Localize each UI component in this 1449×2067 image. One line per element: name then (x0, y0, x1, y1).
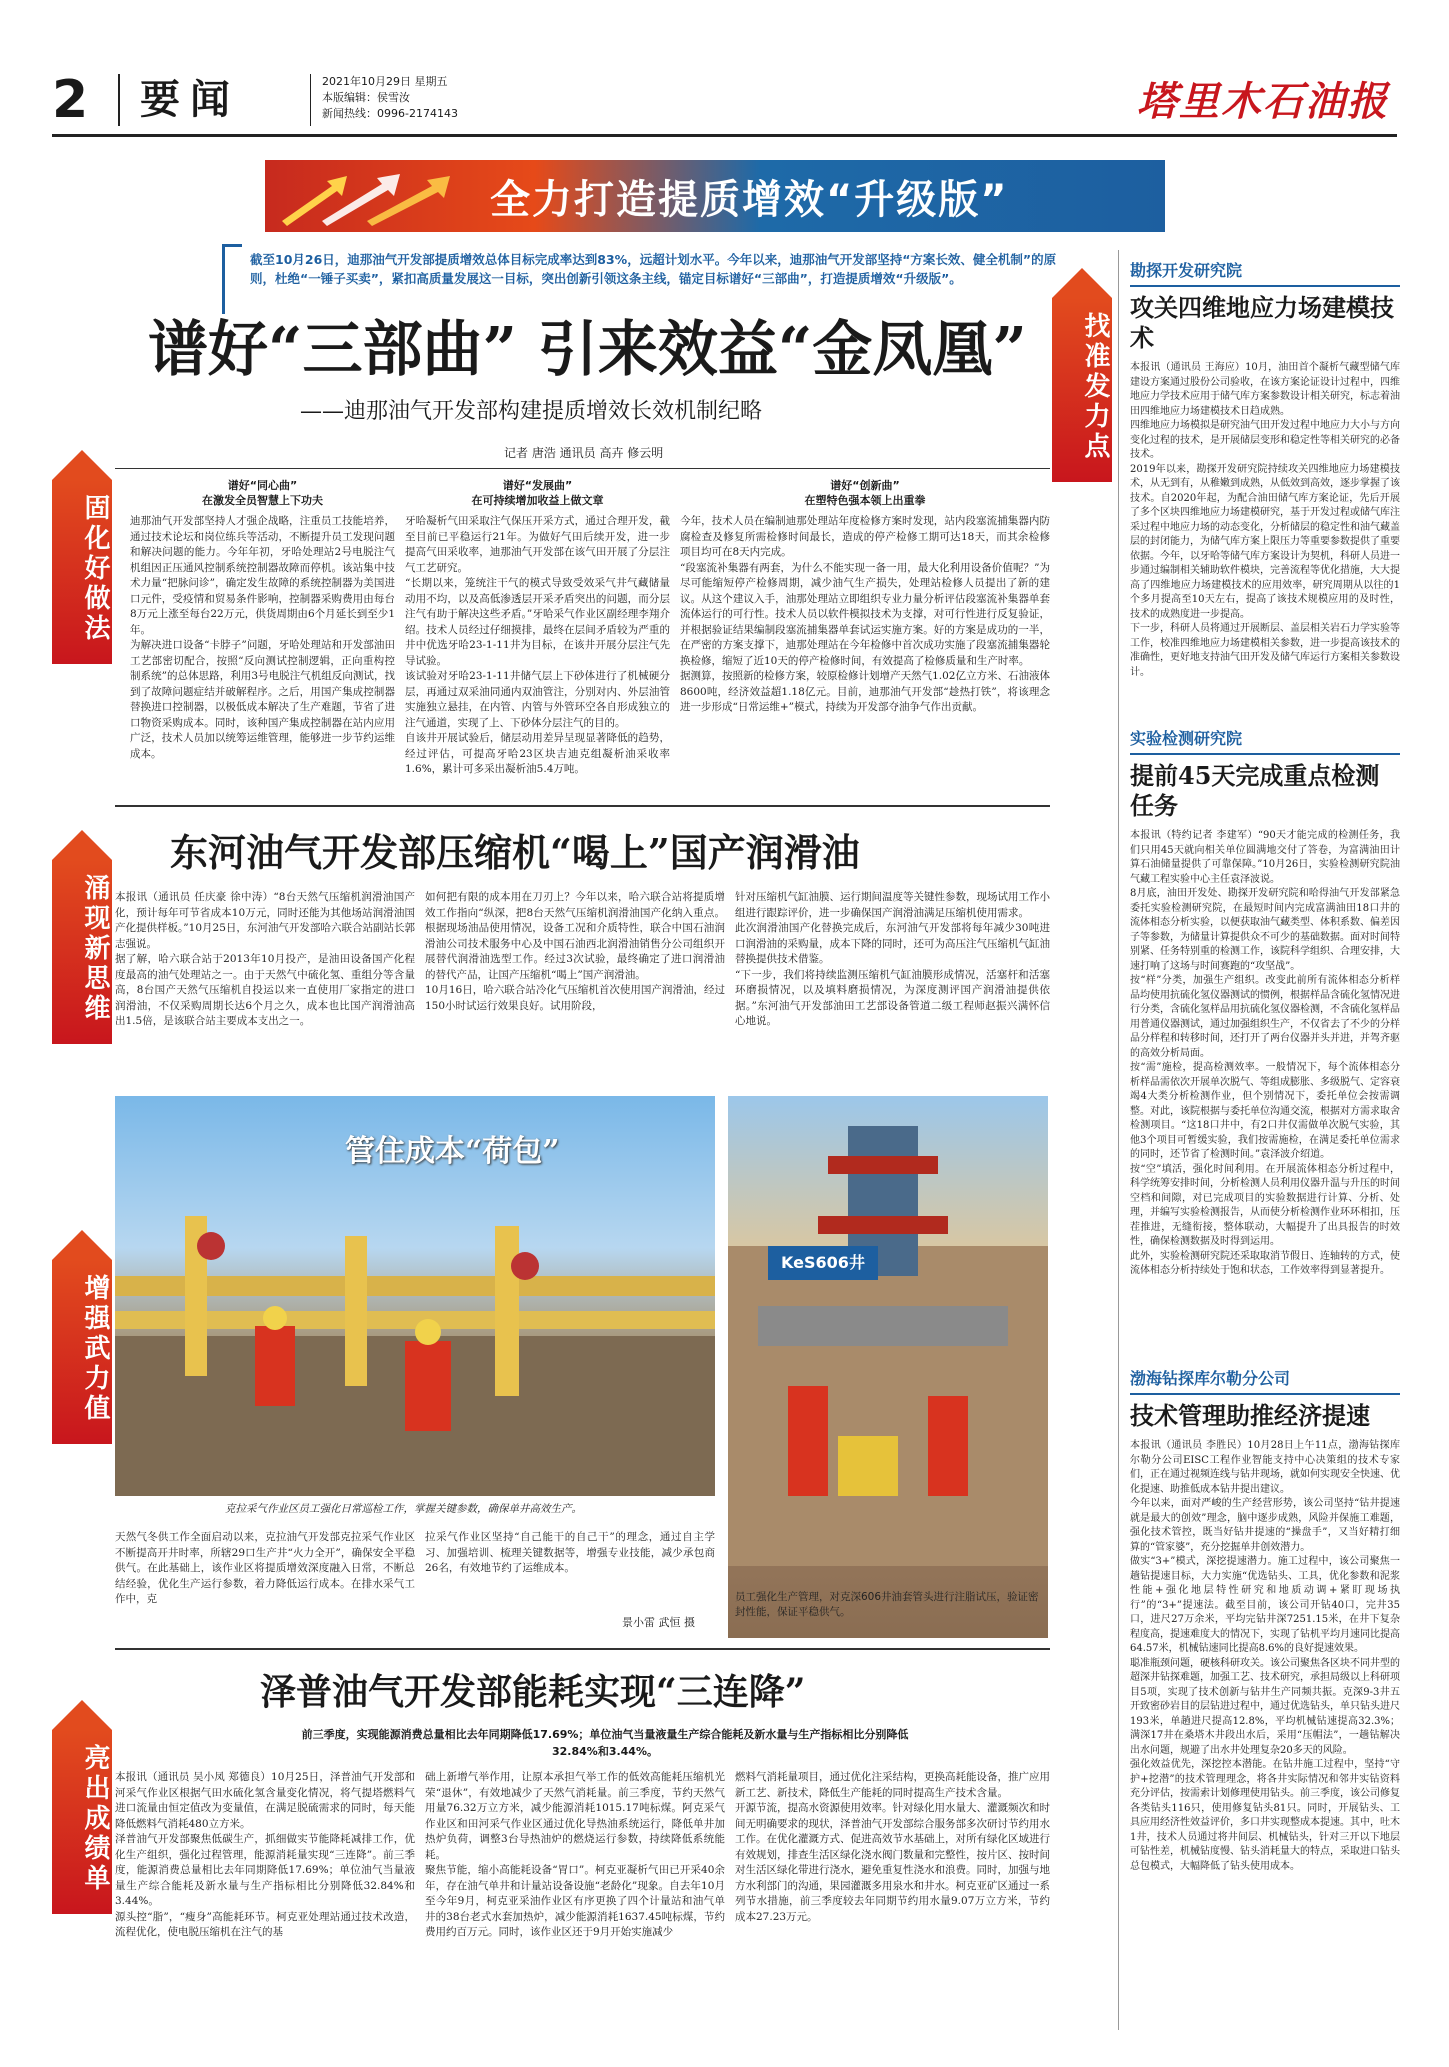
wellhead-scene-icon (728, 1096, 1048, 1566)
section-divider (115, 468, 1050, 469)
side-label-group (52, 1700, 112, 1914)
main-byline: 记者 唐浩 通讯员 高卉 修云明 (504, 446, 664, 460)
right-brief (1130, 258, 1400, 756)
brief-body: 本报讯（特约记者 李建军）“90天才能完成的检测任务，我们只用45天就向相关单位圆满地交付了答卷，为富满油田计算石油储量提供了可靠保障。”10月26日，实验检测研究院油气藏工程实验中心主任袁泽波说。 8月底，油田开发处、勘探开发研究院和哈得油气开发部紧急委托实验检测研究院，在最短时间内完成富满油田18口井的流体相态分析实验，以便获取油气藏类型、体积系数、偏差因子等参数，为储量计算提供众不可少的基础数据。面对时间特别紧、任务特别重的检测工作，该院科学组织、合理安排，大速打响了这场与时间赛跑的“攻坚战”。 按“样”分类，加强生产组织。改变此前所有流体相态分析样品均使用抗硫化氢仪器测试的惯例，根据样品含硫化氢情况进行分类，含硫化氢样品用抗硫化氢仪器检测，不含硫化氢样品用普通仪器测试，通过加强组织生产，不仅省去了不少的分样品分样程和转移时间，还打开了两台仪器并头并进，并驾齐驱的高效分析局面。 按“需”施检，提高检测效率。一般情况下，每个流体相态分析样品需依次开展单次脱气、等组成膨胀、多级脱气、定容衰竭4大类分析检测作业，但个别情况下，委托单位会按需调整。对此，该院根据与委托单位沟通交流，根据对方需求取舍检测项目。“这18口井中，有2口井仅需做单次脱气实验，其他3个项目可暂缓实验，我们按需施检，在满足委托单位需求的同时，还节省了检测时间。”袁泽波介绍道。 按“空”填活，强化时间利用。在开展流体相态分析过程中，科学统筹安排时间，分析检测人员利用仪器升温与升压的时间空档和间隙，对已完成项目的实验数据进行计算、分析、处理，并编写实验检测报告，从而使分析检测作业环环相扣，压茬推进，无缝衔接，整体联动，大幅提升了出具报告的时效性，确保检测数据及时得到运用。 此外，实验检测研究院还采取取消节假日、连轴转的方式，使流体相态分析持续处于饱和状态，工作效率得到显著提升。 (1130, 830, 1400, 1276)
wellhead-sign: KeS606井 (768, 1246, 878, 1280)
masthead-rule (52, 134, 1397, 137)
masthead-divider (118, 74, 120, 126)
photo-wellhead (728, 1096, 1048, 1638)
story-column (680, 478, 1050, 804)
brief-title: 提前45天完成重点检测任务 (1130, 761, 1380, 820)
zepu-column: 础上新增气举作用，让原本承担气举工作的低效高能耗压缩机光荣“退休”，有效地减少了天然气消耗量。前三季度，节约天然气用量76.32万立方米，减少能源消耗1015.17吨标煤。阿克采气作业区和田河采气作业区通过优化导热油系统运行，降低单井加热炉负荷，调整3台导热油炉的燃烧运行参数，持续降低系统能耗。 聚焦节能，缩小高能耗设备“胃口”。柯克亚凝析气田已开采40余年，存在油气单井和计量站设备设施“老龄化”现象。自去年10月至今年9月，柯克亚采油作业区有序更换了四个计量站和油气单井的38台老式水套加热炉，减少能源消耗1637.45吨标煤，节约费用约百万元。同时，该作业区还于9月开始实施减少 (425, 1771, 725, 1938)
photo-caption: 克拉采气作业区员工强化日常巡检工作，掌握关键参数，确保单井高效生产。 (225, 1503, 582, 1515)
brief-rule (1130, 285, 1400, 287)
column-kicker: 谱好“发展曲” (502, 479, 573, 492)
compressor-column: 本报讯（通讯员 任庆豪 徐中涛）“8台天然气压缩机润滑油国产化，预计每年可节省成本10万元，同时还能为其他场站润滑油国产化提供样板。”10月25日，东河油气开发部哈六联合站副站长郭志强说。 据了解，哈六联合站于2013年10月投产，是油田设备国产化程度最高的油气处理站之一。由于天然气中硫化氢、重组分等含量高，8台国产天然气压缩机自投运以来一直使用厂家指定的进口润滑油，不仅采购周期长达6个月之久，成本也比国产润滑油高出1.5倍，是该联合站主要成本支出之一。 (115, 891, 415, 1027)
side-label-group (52, 830, 112, 1044)
brief-rule (1130, 1393, 1400, 1395)
lead-bracket (222, 244, 242, 314)
side-label: 亮出成绩单 (52, 1730, 112, 1914)
lead-summary: 截至10月26日，迪那油气开发部提质增效总体目标完成率达到83%，远超计划水平。今年以来，迪那油气开发部坚持“方案长效、健全机制”的原则，杜绝“一锤子买卖”，紧扣高质量发展这一目标，突出创新引领这条主线，锚定目标谱好“三部曲”，打造提质增效“升级版”。 (250, 252, 1057, 286)
column-body: 今年，技术人员在编制迪那处理站年度检修方案时发现，站内段塞流捕集器内防腐检查及修复所需检修时间最长，造成的停产检修工期可达18天，而其余检修项目均可在8天内完成。 “段塞流补集器有两套，为什么不能实现一备一用，最大化利用设备价值呢？”为尽可能缩短停产检修周期，减少油气生产损失，处理站检修人员提出了新的建议。从这个建议入手，油那处理站立即组织专业力量分析评估段塞流补集器单套流体运行的可行性。技术人员以软件模拟技术为支撑，对可行性进行反复验证，并根据验证结果编制段塞流捕集器单套试运实施方案。好的方案是成功的一半，在严密的方案支撑下，迪那处理站在今年检修中首次成功实施了段塞流捕集器轮换检修，缩短了近10天的停产检修时间，有效提高了检修质量和生产时率。 据测算，按照新的检修方案，较原检修计划增产天然气1.02亿立方米、石油液体8600吨，经济效益超1.18亿元。目前，迪那油气开发部“趁热打铁”，将该理念进一步形成“日常运维+”模式，持续为开发部夺油争气作出贡献。 (680, 515, 1050, 713)
zepu-column: 本报讯（通讯员 吴小凤 郑德良）10月25日，泽普油气开发部和河采气作业区根据气田水硫化氢含量变化情况，将气提塔燃料气进口流量由恒定值改为变量值，在满足脱硫需求的同时，每天能降低燃料气消耗480立方米。 泽普油气开发部聚焦低碳生产，抓细做实节能降耗减排工作，优化生产组织，强化过程管理，能源消耗量实现“三连降”。前三季度，能源消费总量相比去年同期降低17.69%；单位油气当量液量生产综合能耗及新水量与生产指标相比分别降低32.84%和3.44%。 源头控“脂”，“瘦身”高能耗环节。柯克亚处理站通过技术改造，流程优化，使电脱压缩机在注气的基 (115, 1771, 415, 1938)
photo-pipeline-inspection (115, 1096, 715, 1496)
compressor-headline: 东河油气开发部压缩机“喝上”国产润滑油 (170, 830, 860, 875)
brief-org: 勘探开发研究院 (1130, 261, 1243, 280)
side-label: 涌现新思维 (52, 860, 112, 1044)
main-headline: 谱好“三部曲” 引来效益“金凤凰” (148, 315, 1027, 385)
zepu-headline: 泽普油气开发部能耗实现“三连降” (260, 1671, 806, 1713)
section-name: 要闻 (140, 76, 240, 123)
column-kicker: 谱好“创新曲” (830, 479, 900, 492)
arrow-up-icon (52, 1230, 112, 1260)
arrow-up-icon (52, 1700, 112, 1730)
column-kicker: 谱好“同心曲” (227, 479, 298, 492)
side-label-group (1052, 268, 1112, 482)
photo-story-column: 拉采气作业区坚持“自己能干的自己干”的理念，通过自主学习、加强培训、梳理关键数据等，增强专业技能，减少承包商26名，有效地节约了运维成本。 (425, 1531, 715, 1574)
brief-org: 实验检测研究院 (1130, 729, 1243, 748)
side-label: 增强武力值 (52, 1260, 112, 1444)
page-number: 2 (52, 70, 89, 130)
brief-title: 技术管理助推经济提速 (1130, 1401, 1370, 1430)
photo-caption: 员工强化生产管理，对克深606井油套管头进行注脂试压，验证密封性能，保证平稳供气。 (735, 1591, 1039, 1618)
right-brief (1130, 726, 1400, 1389)
brief-org: 渤海钻探库尔勒分公司 (1130, 1369, 1291, 1388)
brief-body: 本报讯（通讯员 王海应）10月，油田首个凝析气藏型储气库建设方案通过股份公司验收，在该方案论证设计过程中，四维地应力学技术应用于储气库方案参数设计相关研究，标志着油田四维地应力场建模技术日趋成熟。 四维地应力场模拟是研究油气田开发过程中地应力大小与方向变化过程的技术，是开展储层变形和稳定性等相关研究的必备技术。 2019年以来，勘探开发研究院持续攻关四维地应力场建模技术，从无到有，从稚嫩到成熟，从低效到高效，逐步掌握了该技术。自2020年起，为配合油田储气库方案论证，先后开展了多个区块四维地应力场建模研究，基于开发过程或储气库注采过程中地应力场的动态变化，分析储层的稳定性和油气藏盖层的封闭能力，为储气库方案上限压力等重要参数提供了重要依据。今年，以牙哈等储气库方案设计为契机，科研人员进一步通过编制相关辅助软件模块，完善流程等优化措施，大大提高了四维地应力场建模技术的应用效率，研究周期从以往的1个多月提高至10天左右，提高了该技术规模应用的及时性，技术的成熟度进一步提高。 下一步，科研人员将通过开展断层、盖层相关岩石力学实验等工作，校准四维地应力场建模相关参数，进一步提高该技术的准确性，更好地支持油气田开发及储气库运行方案相关参数设计。 (1130, 362, 1400, 678)
column-body: 迪那油气开发部坚持人才强企战略，注重员工技能培养，通过技术论坛和岗位练兵等活动，不断提升员工发现问题和解决问题的能力。今年年初，牙哈处理站2号电脱注气机组因正压通风控制系统控制器故障而停机。该站集中技术力量“把脉问诊”，确定发生故障的系统控制器为美国进口元件，受疫情和贸易条件影响，控制器采购费用由每台8万元上涨至每台22万元，供货周期由6个月延长到至少1年。 为解决进口设备“卡脖子”问题，牙哈处理站和开发部油田工艺部密切配合，按照“反向测试控制逻辑，正向重构控制系统”的总体思路，利用3号电脱注气机组反向测试，找到了故障问题症结并破解程序。之后，用国产集成控制器替换进口控制器，以极低成本解决了生产难题，节省了进口物资采购成本。同时，该种国产集成控制器在站内应用广泛，技术人员加以统筹运维管理，能够进一步节约运维成本。 (130, 515, 395, 760)
news-hotline: 新闻热线：0996-2174143 (322, 107, 458, 120)
masthead-info (322, 74, 458, 122)
rising-arrows-icon (272, 166, 472, 226)
photo-overlay-title: 管住成本“荷包” (345, 1134, 560, 1169)
masthead-divider (310, 74, 311, 126)
side-label: 固化好做法 (52, 480, 112, 664)
story-column (130, 478, 395, 804)
compressor-column: 如何把有限的成本用在刀刃上？今年以来，哈六联合站将提质增效工作指向“纵深，把8台天然气压缩机润滑油国产化纳入重点。根据现场油品使用情况，设备工况和介质特性，联合中国石油润滑油公司技术服务中心及中国石油西北润滑油销售分公司组织开展替代润滑油选型工作。经过3次试验，最终确定了进口润滑油的替代产品，让国产压缩机“喝上”国产润滑油。 10月16日，哈六联合站冷化气压缩机首次使用国产润滑油，经过150小时试运行效果良好。试用阶段， (425, 891, 725, 1012)
story-column (405, 478, 670, 804)
brief-body: 本报讯（通讯员 李胜民）10月28日上午11点，渤海钻探库尔勒分公司EISC工程作业智能支持中心决策组的技术专家们，正在通过视频连线与钻井现场，就如何实现安全快速、优化提速、助推低成本钻井提出建议。 今年以来，面对严峻的生产经营形势，该公司坚持“钻井提速就是最大的创效”理念，脑中逐步成熟，风险并保施工难题，强化技术管控，既当好钻井提速的“操盘手”，又当好精打细算的“管家婆”，充分挖掘单井创效潜力。 做实“3+”模式，深挖提速潜力。施工过程中，该公司聚焦一趟钻提速目标，大力实施“优选钻头、工具，优化参数和泥浆性能+强化地层特性研究和地质动调+紧盯现场执行”的“3+”提速法。截至目前，该公司开钻40口，完井35口，进尺27万余米，平均完钻井深7251.15米，在井下复杂程度高，提速难度大的情况下，实现了钻机平均月速同比提高64.57米，机械钻速同比提高8.6%的良好提速效果。 聪准瓶颈问题，硬核科研攻关。该公司聚焦各区块不同井型的超深井钻探难题，加强工艺、技术研究，承担局级以上科研项目5项，实现了技术创新与钻井生产同频共振。克深9-3井五开致密砂岩目的层钻进过程中，通过优选钻头，单只钻头进尺193米，单趟进尺提高12.8%，平均机械钻速提高32.3%；满深17井在桑塔木井段出水后，采用“压帽法”，一趟钻解决出水问题，规避了出水井处理复杂20多天的风险。 强化效益优先，深挖控本潜能。在钻井施工过程中，坚持“守护+挖潜”的技术管理理念，将各井实际情况和邻井实钻资料充分评估，按需索计划修理使用钻头。前三季度，该公司修复各类钻头116只，使用修复钻头81只。同时，开展钻头、工具应用经济性效益评价，多口井实现整成本提速。其中，吐木1井，技术人员通过将井间层、机械钻头，针对三开以下地层可钻性差，机械钻度慢、钻头消耗量大的特点，采取进口钻头总包模式，大幅降低了钻头使用成本。 (1130, 1440, 1400, 1872)
photo-credit: 景小雷 武恒 摄 (622, 1616, 695, 1629)
arrow-up-icon (52, 830, 112, 860)
section-divider (115, 1648, 1050, 1650)
column-heading: 在可持续增加收益上做文章 (471, 494, 604, 507)
column-body: 牙哈凝析气田采取注气保压开采方式，通过合理开发，截至目前已平稳运行21年。为做好气田后续开发，进一步提高气田采收率，迪那油气开发部在该气田开展了分层注气工艺研究。 “长期以来，笼统注干气的模式导致受效采气井气藏储量动用不均，以及高低渗透层开采矛盾突出的问题，而分层注气有助于解决这些矛盾。”牙哈采气作业区副经理李翔介绍。技术人员经过仔细摸排，最终在层间矛盾较为严重的井中优选牙哈23-1-11井为目标，在该井开展分层注气先导试验。 该试验对牙哈23-1-11井储气层上下砂体进行了机械硬分层，再通过双采油同通内双油管注，分别对内、外层油管实施独立悬挂，在内管、内管与外管环空各自形成独立的注气通道，实现了上、下砂体分层注气的目的。 自该井开展试验后，储层动用差异呈现显著降低的趋势，经过评估，可提高牙哈23区块吉迪克组凝析油采收率1.6%，累计可多采出凝析油5.4万吨。 (405, 515, 670, 775)
section-divider (115, 805, 1050, 807)
side-label-group (52, 1230, 112, 1444)
issue-date: 2021年10月29日 星期五 (322, 75, 448, 88)
right-brief (1130, 1366, 1400, 2029)
main-subheadline: ——迪那油气开发部构建提质增效长效机制纪略 (300, 399, 763, 424)
zepu-column: 燃料气消耗量项目，通过优化注采结构，更换高耗能设备，推广应用新工艺、新技术，降低生产能耗的同时提高生产技术含量。 开源节流，提高水资源使用效率。针对绿化用水量大、灌溉频次和时间无明确要求的现状，泽普油气开发部综合服务部多次研讨节约用水工作。在优化灌溉方式、促进高效节水基础上，对所有绿化区域进行有效规划，排查生活区绿化浇水阀门数量和完整性，按片区、按时间对生活区绿化带进行浇水，避免重复性浇水和浪费。同时，加强与地方水利部门的沟通，果园灌溉多用泉水和井水。柯克亚矿区通过一系列节水措施，前三季度较去年同期节约用水量9.07万立方米，节约成本27.23万元。 (735, 1771, 1050, 1923)
photo-story-column: 天然气冬供工作全面启动以来，克拉油气开发部克拉采气作业区不断提高开井时率，所辖29口生产井“火力全开”，确保安全平稳供气。在此基础上，该作业区将提质增效深度融入日常，不断总结经验，优化生产运行参数，着力降低运行成本。在排水采气工作中，克 (115, 1531, 415, 1605)
side-label-group (52, 450, 112, 664)
column-heading: 在激发全员智慧上下功夫 (202, 494, 323, 507)
newspaper-logo: 塔里木石油报 (1137, 78, 1389, 125)
side-label: 找准发力点 (1052, 298, 1112, 482)
brief-title: 攻关四维地应力场建模技术 (1130, 293, 1394, 352)
page-editor: 本版编辑：侯雪汝 (322, 91, 410, 104)
compressor-column: 针对压缩机气缸油膜、运行期间温度等关键性参数，现场试用工作小组进行跟踪评价，进一步确保国产润滑油满足压缩机使用需求。 此次润滑油国产化替换完成后，东河油气开发部将每年减少30吨进口润滑油的采购量，成本下降的同时，还可为高压注气压缩机气缸油替换提供技术借鉴。 “下一步，我们将持续监测压缩机气缸油膜形成情况，活塞杆和活塞环磨损情况，以及填料磨损情况，为深度测评国产润滑油提供依据。”东河油气开发部油田工艺部设备管道二级工程师赵振兴满怀信心地说。 (735, 891, 1050, 1027)
arrow-up-icon (52, 450, 112, 480)
brief-rule (1130, 753, 1400, 755)
arrow-up-icon (1052, 268, 1112, 298)
banner-title: 全力打造提质增效“升级版” (490, 177, 1009, 223)
column-divider (1118, 250, 1119, 2030)
zepu-lead: 前三季度，实现能源消费总量相比去年同期降低17.69%；单位油气当量液量生产综合能耗及新水量与生产指标相比分别降低32.84%和3.44%。 (301, 1728, 909, 1758)
column-heading: 在塑特色强本领上出重拳 (804, 494, 926, 507)
